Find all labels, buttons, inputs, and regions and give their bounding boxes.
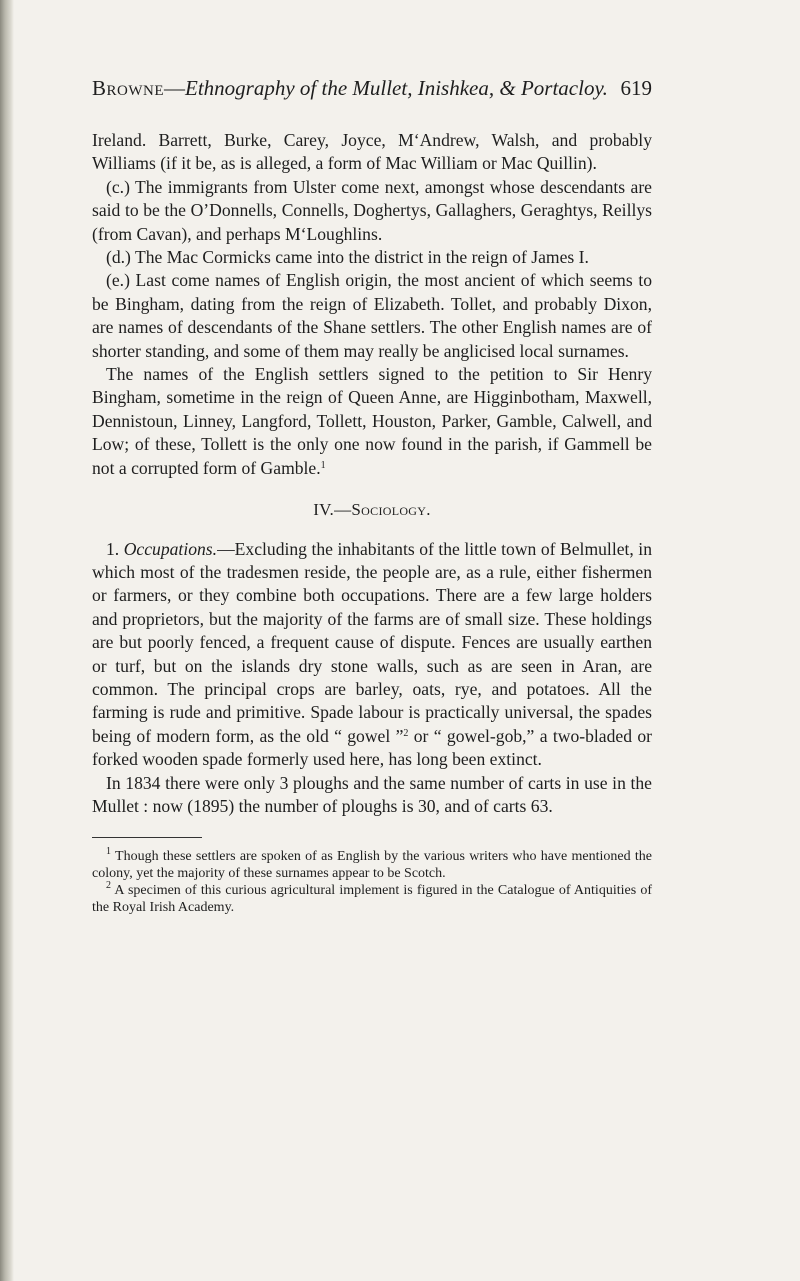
page-number: 619 <box>620 76 652 100</box>
footnote-text: A specimen of this curious agricultural implement is figured in the Catalogue of Antiquities of the Royal Irish Academy. <box>92 883 652 916</box>
footnote <box>92 848 652 882</box>
section-heading <box>92 498 652 521</box>
footnote <box>92 882 652 916</box>
occupations-paragraph <box>92 538 652 772</box>
book-binding-edge <box>0 0 14 1281</box>
footnote-text: Though these settlers are spoken of as English by the various writers who have mentioned the colony, yet the majority of these surnames appear to be Scotch. <box>92 849 652 882</box>
running-head-title-part2: Portacloy. <box>515 76 608 100</box>
section-numeral: IV. <box>313 500 335 520</box>
paragraph-with-footnote <box>92 363 652 480</box>
paragraph: (c.) The immigrants from Ulster come next, amongst whose descendants are said to be the O’Donnells, Connells, Doghertys, Gallaghers, Geraghtys, Reillys (from Cavan), and perhaps M‘Loughlins. <box>92 176 652 244</box>
occupations-number: 1. <box>106 538 124 559</box>
occupations-dash: — <box>217 538 235 559</box>
running-head-author: Browne <box>92 76 164 100</box>
footnote-number: 1 <box>106 846 111 858</box>
running-head-title-part1: Ethnography of the Mullet, Inishkea, <box>185 76 500 100</box>
ploughs-paragraph: In 1834 there were only 3 ploughs and the same number of carts in use in the Mullet : now (1895) the number of ploughs is 30, and of carts 63. <box>92 772 652 816</box>
occupations-text-b: or “ gowel-gob,” a two-bladed or forked wooden spade formerly used here, has long been extinct. <box>92 725 653 770</box>
running-head <box>92 74 652 102</box>
section-dash: — <box>334 500 352 520</box>
footnote-marker: 2 <box>403 727 409 739</box>
footnote-marker: 1 <box>320 459 326 471</box>
book-page <box>92 74 652 916</box>
body-text <box>92 129 652 818</box>
paragraph: Ireland. Barrett, Burke, Carey, Joyce, M‘Andrew, Walsh, and probably Williams (if it be, as is alleged, a form of Mac William or Mac Quillin). <box>92 130 652 174</box>
paragraph: (e.) Last come names of English origin, the most ancient of which seems to be Bingham, dating from the reign of Elizabeth. Tollet, and probably Dixon, are names of descendants of the Shane settlers. The other English names are of shorter standing, and some of them may really be anglicised local surnames. <box>92 270 652 361</box>
footnote-rule <box>92 837 202 838</box>
occupations-text-a: Excluding the inhabitants of the little town of Belmullet, in which most of the tradesmen reside, the people are, as a rule, either fishermen or farmers, or they combine both occupations. There are a few large holders and proprietors, but the majority of the farms are of small size. These holdings are but poorly fenced, a frequent cause of dispute. Fences are usually earthen or turf, but on the islands dry stone walls, such as are seen in Aran, are common. The principal crops are barley, oats, rye, and potatoes. All the farming is rude and primitive. Spade labour is practically universal, the spades being of modern form, as the old “ gowel ” <box>92 538 652 746</box>
paragraph: (d.) The Mac Cormicks came into the district in the reign of James I. <box>106 247 589 268</box>
paragraph-text: The names of the English settlers signed to the petition to Sir Henry Bingham, sometime in the reign of Queen Anne, are Higginbotham, Maxwell, Dennistoun, Linney, Langford, Tollett, Houston, Parker, Gamble, Calwell, and Low; of these, Tollett is the only one now found in the parish, if Gammell be not a corrupted form of Gamble. <box>92 364 652 478</box>
section-title: Sociology. <box>351 500 431 520</box>
running-head-title <box>92 74 608 102</box>
running-head-separator: — <box>164 76 185 100</box>
occupations-title: Occupations. <box>123 538 218 559</box>
running-head-ampersand: & <box>499 76 516 100</box>
footnote-number: 2 <box>106 880 111 892</box>
footnotes <box>92 848 652 916</box>
